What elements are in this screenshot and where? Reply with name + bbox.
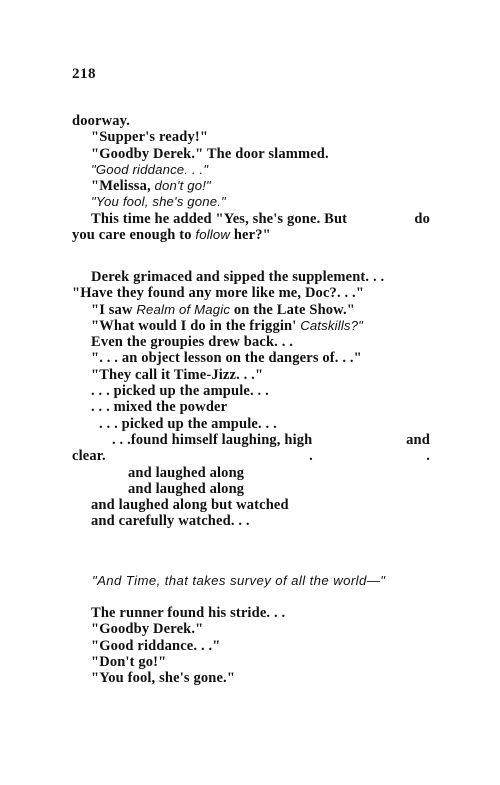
text-run: her?" <box>230 227 271 244</box>
text-run: "What would I do in the friggin' <box>91 317 301 334</box>
text-run: on the Late Show." <box>230 301 355 318</box>
text-section-2 <box>72 269 430 530</box>
text-section-1 <box>72 113 430 243</box>
text-line <box>72 227 430 243</box>
text-run: clear. <box>72 448 106 465</box>
text-run: . <box>426 448 430 465</box>
text-line <box>72 178 430 194</box>
italic-run: Catskills?" <box>300 317 363 333</box>
text-line <box>72 432 430 448</box>
text-line: The runner found his stride. . . <box>91 605 286 621</box>
text-line: . . . mixed the powder <box>91 399 228 416</box>
text-run: do <box>414 210 430 227</box>
text-run: . <box>309 448 313 465</box>
text-run: you care enough to <box>72 227 196 244</box>
text-line: Even the groupies drew back. . . <box>91 334 294 351</box>
page-number: 218 <box>72 66 96 82</box>
text-run: This time he added "Yes, she's gone. But <box>91 210 348 227</box>
text-section-3 <box>72 605 430 686</box>
text-line: "Supper's ready!" <box>91 129 209 146</box>
text-line: and laughed along but watched <box>91 497 289 514</box>
text-line: "Good riddance. . ." <box>91 161 209 177</box>
text-line: ". . . an object lesson on the dangers of. . ." <box>91 350 362 367</box>
italic-run: Realm of Magic <box>136 301 231 317</box>
italic-run: don't go!" <box>154 178 211 194</box>
text-line: "Good riddance. . ." <box>91 637 221 654</box>
text-line: . . . picked up the ampule. . . <box>99 415 277 432</box>
text-run: "I saw <box>91 301 137 318</box>
text-run: "Melissa, <box>91 178 155 195</box>
text-run: and <box>406 431 430 448</box>
epigraph-quote: "And Time, that takes survey of all the world—" <box>92 573 386 588</box>
text-line: "They call it Time-Jizz. . ." <box>91 366 264 383</box>
italic-run: follow <box>195 227 231 243</box>
text-line: "You fool, she's gone." <box>91 194 226 210</box>
text-line: . . . picked up the ampule. . . <box>91 383 269 400</box>
text-run: . . .found himself laughing, high <box>112 431 313 448</box>
text-line: and laughed along <box>128 464 245 481</box>
text-line: "Goodby Derek." The door slammed. <box>91 145 329 162</box>
text-line: "You fool, she's gone." <box>91 670 236 687</box>
text-line: "Don't go!" <box>91 653 167 670</box>
text-line <box>72 318 430 334</box>
text-line: "Have they found any more like me, Doc?. . ." <box>72 285 365 302</box>
text-line <box>72 448 430 464</box>
text-line: Derek grimaced and sipped the supplement. . . <box>91 269 385 285</box>
text-line <box>72 211 430 227</box>
text-line <box>72 302 430 318</box>
text-line: and carefully watched. . . <box>91 513 250 530</box>
text-line: doorway. <box>72 113 130 129</box>
text-line: and laughed along <box>128 480 245 497</box>
text-line: "Goodby Derek." <box>91 621 204 638</box>
